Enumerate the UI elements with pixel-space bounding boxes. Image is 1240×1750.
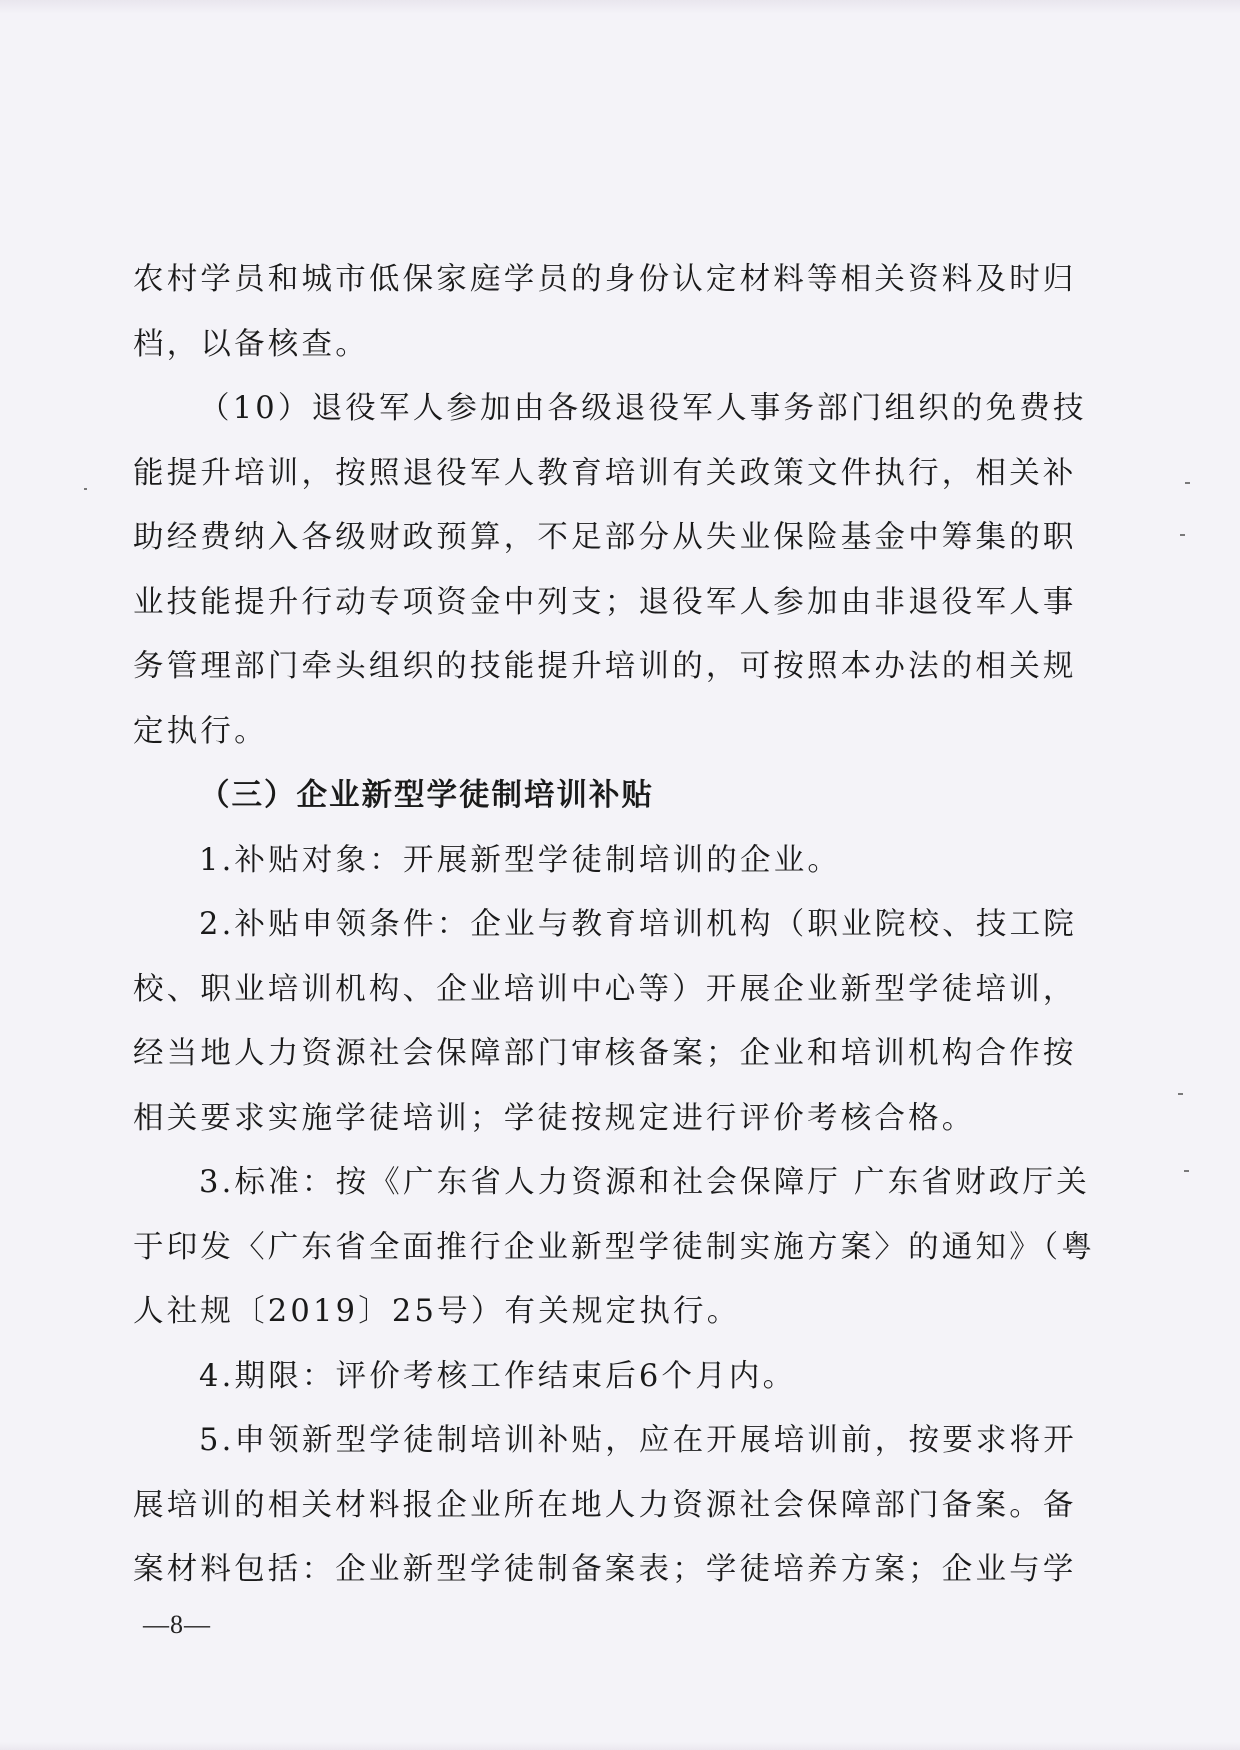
paragraph-line: 能提升培训，按照退役军人教育培训有关政策文件执行，相关补 xyxy=(133,455,1077,491)
paragraph-line: 相关要求实施学徒培训；学徒按规定进行评价考核合格。 xyxy=(133,1100,976,1136)
scan-speck xyxy=(1185,482,1190,484)
paragraph-line: 助经费纳入各级财政预算，不足部分从失业保险基金中筹集的职 xyxy=(133,520,1077,555)
paragraph-line: 3.标准：按《广东省人力资源和社会保障厅 广东省财政厅关 xyxy=(199,1165,1090,1200)
scan-speck xyxy=(84,488,87,490)
paragraph-line: 案材料包括：企业新型学徒制备案表；学徒培养方案；企业与学 xyxy=(133,1552,1077,1587)
document-body xyxy=(133,248,1096,1603)
paragraph-line: 1.补贴对象：开展新型学徒制培训的企业。 xyxy=(199,842,842,878)
scan-speck xyxy=(1180,534,1185,536)
paragraph-line: 5.申领新型学徒制培训补贴，应在开展培训前，按要求将开 xyxy=(199,1423,1077,1458)
paragraph-line: 农村学员和城市低保家庭学员的身份认定材料等相关资料及时归 xyxy=(133,262,1077,297)
paragraph-line: 业技能提升行动专项资金中列支；退役军人参加由非退役军人事 xyxy=(133,584,1077,620)
paragraph-line: 档，以备核查。 xyxy=(133,326,369,362)
paragraph-line: 校、职业培训机构、企业培训中心等）开展企业新型学徒培训， xyxy=(133,971,1077,1007)
scan-speck xyxy=(1184,1170,1189,1172)
scan-speck xyxy=(1178,1093,1183,1095)
paragraph-line: 人社规〔2019〕25号）有关规定执行。 xyxy=(133,1294,741,1329)
page-number: —8— xyxy=(143,1610,211,1639)
paragraph-line: 4.期限：评价考核工作结束后6个月内。 xyxy=(199,1358,797,1394)
paragraph-line: 2.补贴申领条件：企业与教育培训机构（职业院校、技工院 xyxy=(199,907,1077,942)
scan-edge-bottom xyxy=(0,1742,1240,1750)
paragraph-line: 展培训的相关材料报企业所在地人力资源社会保障部门备案。备 xyxy=(133,1487,1077,1523)
paragraph-line: 于印发〈广东省全面推行企业新型学徒制实施方案〉的通知》（粤 xyxy=(133,1229,1096,1265)
scan-edge-top xyxy=(0,0,1240,14)
paragraph-line: 经当地人力资源社会保障部门审核备案；企业和培训机构合作按 xyxy=(133,1036,1077,1071)
section-heading: （三）企业新型学徒制培训补贴 xyxy=(199,778,654,813)
paragraph-line: 定执行。 xyxy=(133,713,268,749)
paragraph-line: （10）退役军人参加由各级退役军人事务部门组织的免费技 xyxy=(199,391,1087,426)
paragraph-line: 务管理部门牵头组织的技能提升培训的，可按照本办法的相关规 xyxy=(133,649,1077,684)
